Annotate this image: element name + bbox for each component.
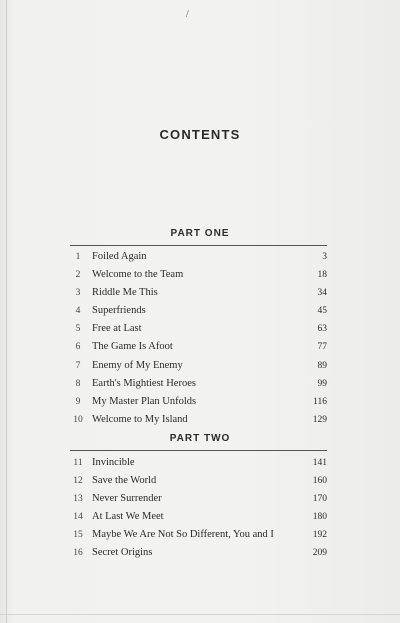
toc-entry[interactable] [70,472,327,490]
page-number: 129 [312,414,327,425]
chapter-title: Maybe We Are Not So Different, You and I [92,529,274,541]
chapter-number: 6 [75,342,81,353]
chapter-number: 4 [75,306,81,317]
chapter-number: 12 [73,476,83,487]
page-number: 77 [317,342,327,353]
chapter-number: 1 [75,252,81,262]
page-number: 99 [317,378,327,389]
chapter-title: Save the World [92,475,157,487]
toc-entry[interactable] [70,490,327,508]
page-number: 192 [312,530,327,541]
chapter-title: Foiled Again [92,251,147,262]
chapter-number: 2 [75,270,81,281]
part-one-heading: PART ONE [170,228,230,239]
chapter-number: 16 [73,548,83,559]
toc-entry[interactable] [70,375,327,393]
part-two-rule [70,450,327,451]
page-title: CONTENTS [159,127,241,142]
part-two-heading: PART TWO [169,433,231,444]
page-number: 34 [317,288,327,299]
chapter-number: 9 [75,396,81,407]
page-number: 160 [312,476,327,487]
pen-mark: / [186,9,189,20]
chapter-title: The Game Is Afoot [92,341,173,353]
toc-entry[interactable] [70,544,327,562]
part-one-list [70,248,327,429]
chapter-title: At Last We Meet [92,511,164,523]
toc-entry[interactable] [70,284,327,302]
chapter-title: Welcome to My Island [92,413,188,425]
page-number: 3 [322,252,327,262]
chapter-number: 14 [73,512,83,523]
page-number: 209 [312,548,327,559]
chapter-title: Enemy of My Enemy [92,359,183,371]
chapter-title: Welcome to the Team [92,269,184,281]
part-one-rule [70,245,327,246]
page-number: 63 [317,324,327,335]
toc-entry[interactable] [70,526,327,544]
toc-entry[interactable] [70,320,327,338]
chapter-number: 10 [73,414,83,425]
toc-entry[interactable] [70,454,327,472]
toc-entry[interactable] [70,302,327,320]
page-number: 180 [312,512,327,523]
chapter-number: 13 [73,494,83,505]
page-number: 170 [312,494,327,505]
chapter-number: 15 [73,530,83,541]
chapter-title: Never Surrender [92,493,162,505]
chapter-title: Earth's Mightiest Heroes [92,377,196,389]
chapter-title: Superfriends [92,305,146,317]
chapter-number: 7 [75,360,81,371]
chapter-title: My Master Plan Unfolds [92,395,197,407]
toc-entry[interactable] [70,357,327,375]
page-edge [6,0,7,623]
toc-entry[interactable] [70,266,327,284]
page-number: 18 [317,270,327,281]
page-number: 116 [313,396,327,407]
chapter-number: 5 [75,324,81,335]
chapter-title: Invincible [92,457,135,468]
toc-entry[interactable] [70,508,327,526]
part-two-list [70,454,327,563]
page-number: 45 [317,306,327,317]
chapter-number: 11 [73,458,83,468]
chapter-number: 3 [75,288,81,299]
page-edge-bottom [0,614,400,615]
toc-entry[interactable] [70,393,327,411]
chapter-title: Free at Last [92,323,142,335]
page-number: 89 [317,360,327,371]
toc-entry[interactable] [70,338,327,356]
chapter-number: 8 [75,378,81,389]
page-number: 141 [312,458,327,468]
chapter-title: Secret Origins [92,547,153,559]
chapter-title: Riddle Me This [92,287,158,299]
toc-entry[interactable] [70,411,327,429]
toc-entry[interactable] [70,248,327,266]
